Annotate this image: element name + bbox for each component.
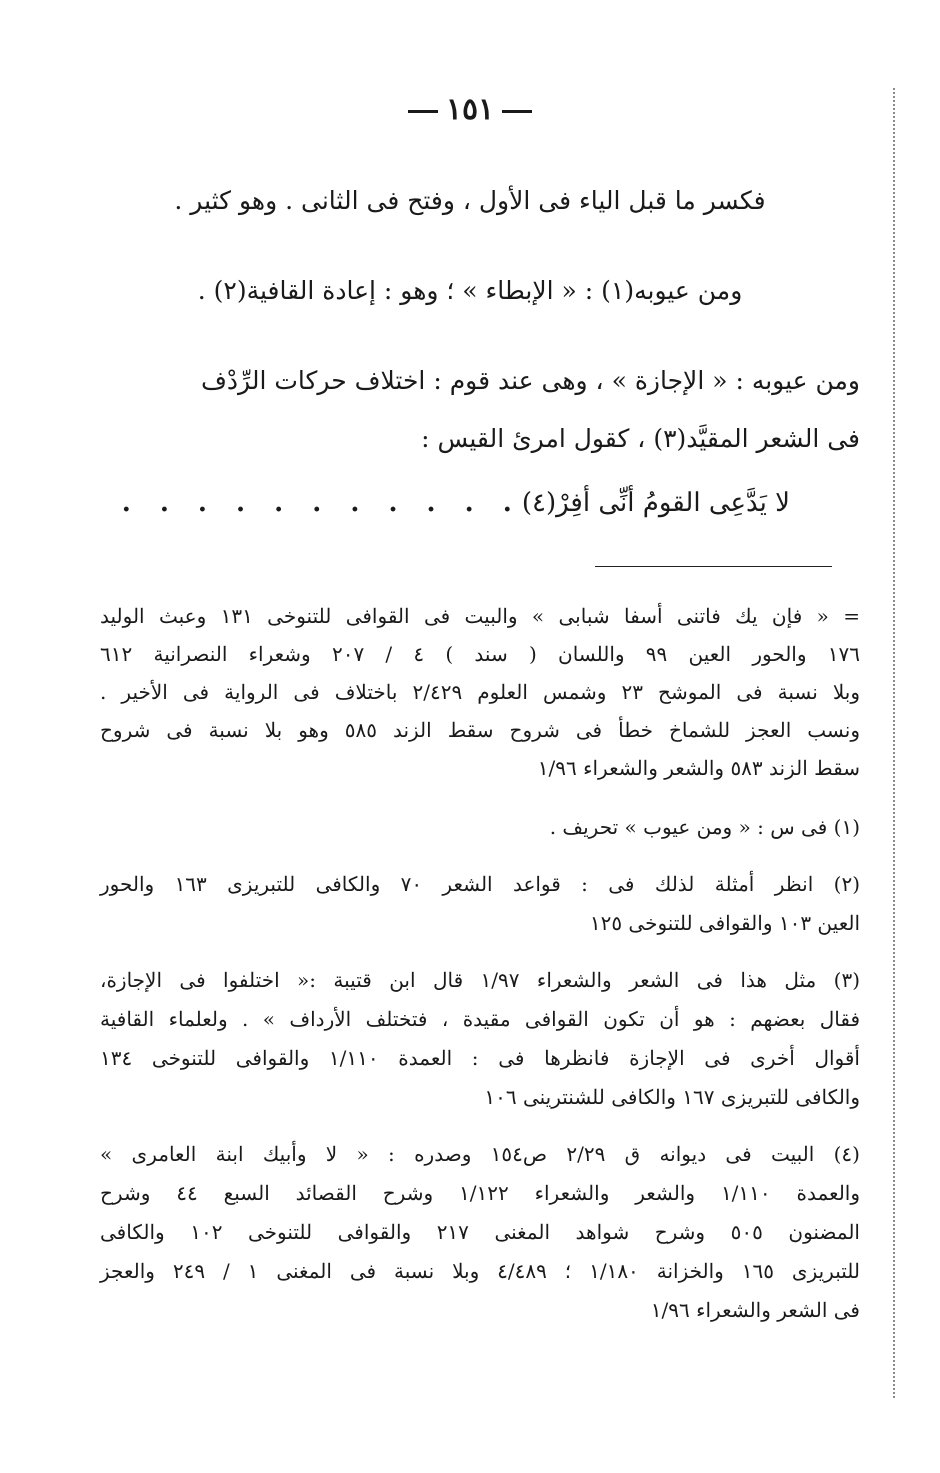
page-number xyxy=(0,92,940,127)
page-number-text: ١٥١ xyxy=(445,92,495,127)
verse-ellipsis: . . . . . . . . . . . xyxy=(121,488,522,518)
verse-text: لا يَدَّعِى القومُ أنِّى أفِرْ(٤) xyxy=(521,488,790,518)
footnote-3-line-1: (٣) مثل هذا فى الشعر والشعراء ١/٩٧ قال ابن قتيبة :« اختلفوا فى الإجازة، xyxy=(100,968,860,992)
footnote-4-line-4: للتبريزى ١٦٥ والخزانة ١/١٨٠ ؛ ٤/٤٨٩ وبلا نسبة فى المغنى ١ / ٢٤٩ والعجز xyxy=(100,1259,860,1283)
footnote-3-line-2: فقال بعضهم : هو أن تكون القوافى مقيدة ، فتختلف الأرداف » . ولعلماء القافية xyxy=(100,1007,860,1031)
footnote-2-line-2: العين ١٠٣ والقوافى للتنوخى ١٢٥ xyxy=(589,911,860,935)
footnote-1: (١) فى س : « ومن عيوب » تحريف . xyxy=(549,815,860,839)
poem-verse xyxy=(121,488,790,518)
footnote-cont-line-4: ونسب العجز للشماخ خطأ فى شروح سقط الزند ٥٨٥ وهو بلا نسبة فى شروح xyxy=(100,718,860,742)
footnote-4-line-5: فى الشعر والشعراء ١/٩٦ xyxy=(650,1298,860,1322)
footnote-4-line-3: المضنون ٥٠٥ وشرح شواهد المغنى ٢١٧ والقوافى للتنوخى ١٠٢ والكافى xyxy=(100,1220,860,1244)
footnote-4-line-1: (٤) البيت فى ديوانه ق ٢/٢٩ ص١٥٤ وصدره : « لا وأبيك ابنة العامرى » xyxy=(100,1142,860,1166)
footnote-cont-line-3: وبلا نسبة فى الموشح ٢٣ وشمس العلوم ٢/٤٢٩ باختلاف فى الرواية فى الأخير . xyxy=(100,680,861,704)
footnote-2-line-1: (٢) انظر أمثلة لذلك فى : قواعد الشعر ٧٠ والكافى للتبريزى ١٦٣ والحور xyxy=(100,872,860,896)
footnote-3-line-3: أقوال أخرى فى الإجازة فانظرها فى : العمدة ١/١١٠ والقوافى للتنوخى ١٣٤ xyxy=(100,1046,860,1070)
body-line-3: ومن عيوبه : « الإجازة » ، وهى عند قوم : اختلاف حركات الرِّدْف xyxy=(201,366,860,395)
dash-right xyxy=(408,110,438,113)
body-line-2: ومن عيوبه(١) : « الإبطاء » ؛ وهو : إعادة القافية(٢) . xyxy=(197,276,743,305)
footnote-cont-line-1: = « فإن يك فاتنى أسفا شبابى » والبيت فى القوافى للتنوخى ١٣١ وعبث الوليد xyxy=(100,604,860,628)
dash-left xyxy=(502,110,532,113)
footnote-cont-line-5: سقط الزند ٥٨٣ والشعر والشعراء ١/٩٦ xyxy=(537,756,860,780)
body-line-4: فى الشعر المقيَّد(٣) ، كقول امرئ القيس : xyxy=(421,424,860,453)
footnote-divider xyxy=(595,566,832,567)
footnote-3-line-4: والكافى للتبريزى ١٦٧ والكافى للشنترينى ١٠٦ xyxy=(484,1085,860,1109)
footnote-cont-line-2: ١٧٦ والحور العين ٩٩ واللسان ( سند ) ٤ / ٢٠٧ وشعراء النصرانية ٦١٢ xyxy=(100,642,860,666)
footnote-4-line-2: والعمدة ١/١١٠ والشعر والشعراء ١/١٢٢ وشرح القصائد السبع ٤٤ وشرح xyxy=(100,1181,861,1205)
body-line-1: فكسر ما قبل الياء فى الأول ، وفتح فى الثانى . وهو كثير . xyxy=(174,186,766,215)
